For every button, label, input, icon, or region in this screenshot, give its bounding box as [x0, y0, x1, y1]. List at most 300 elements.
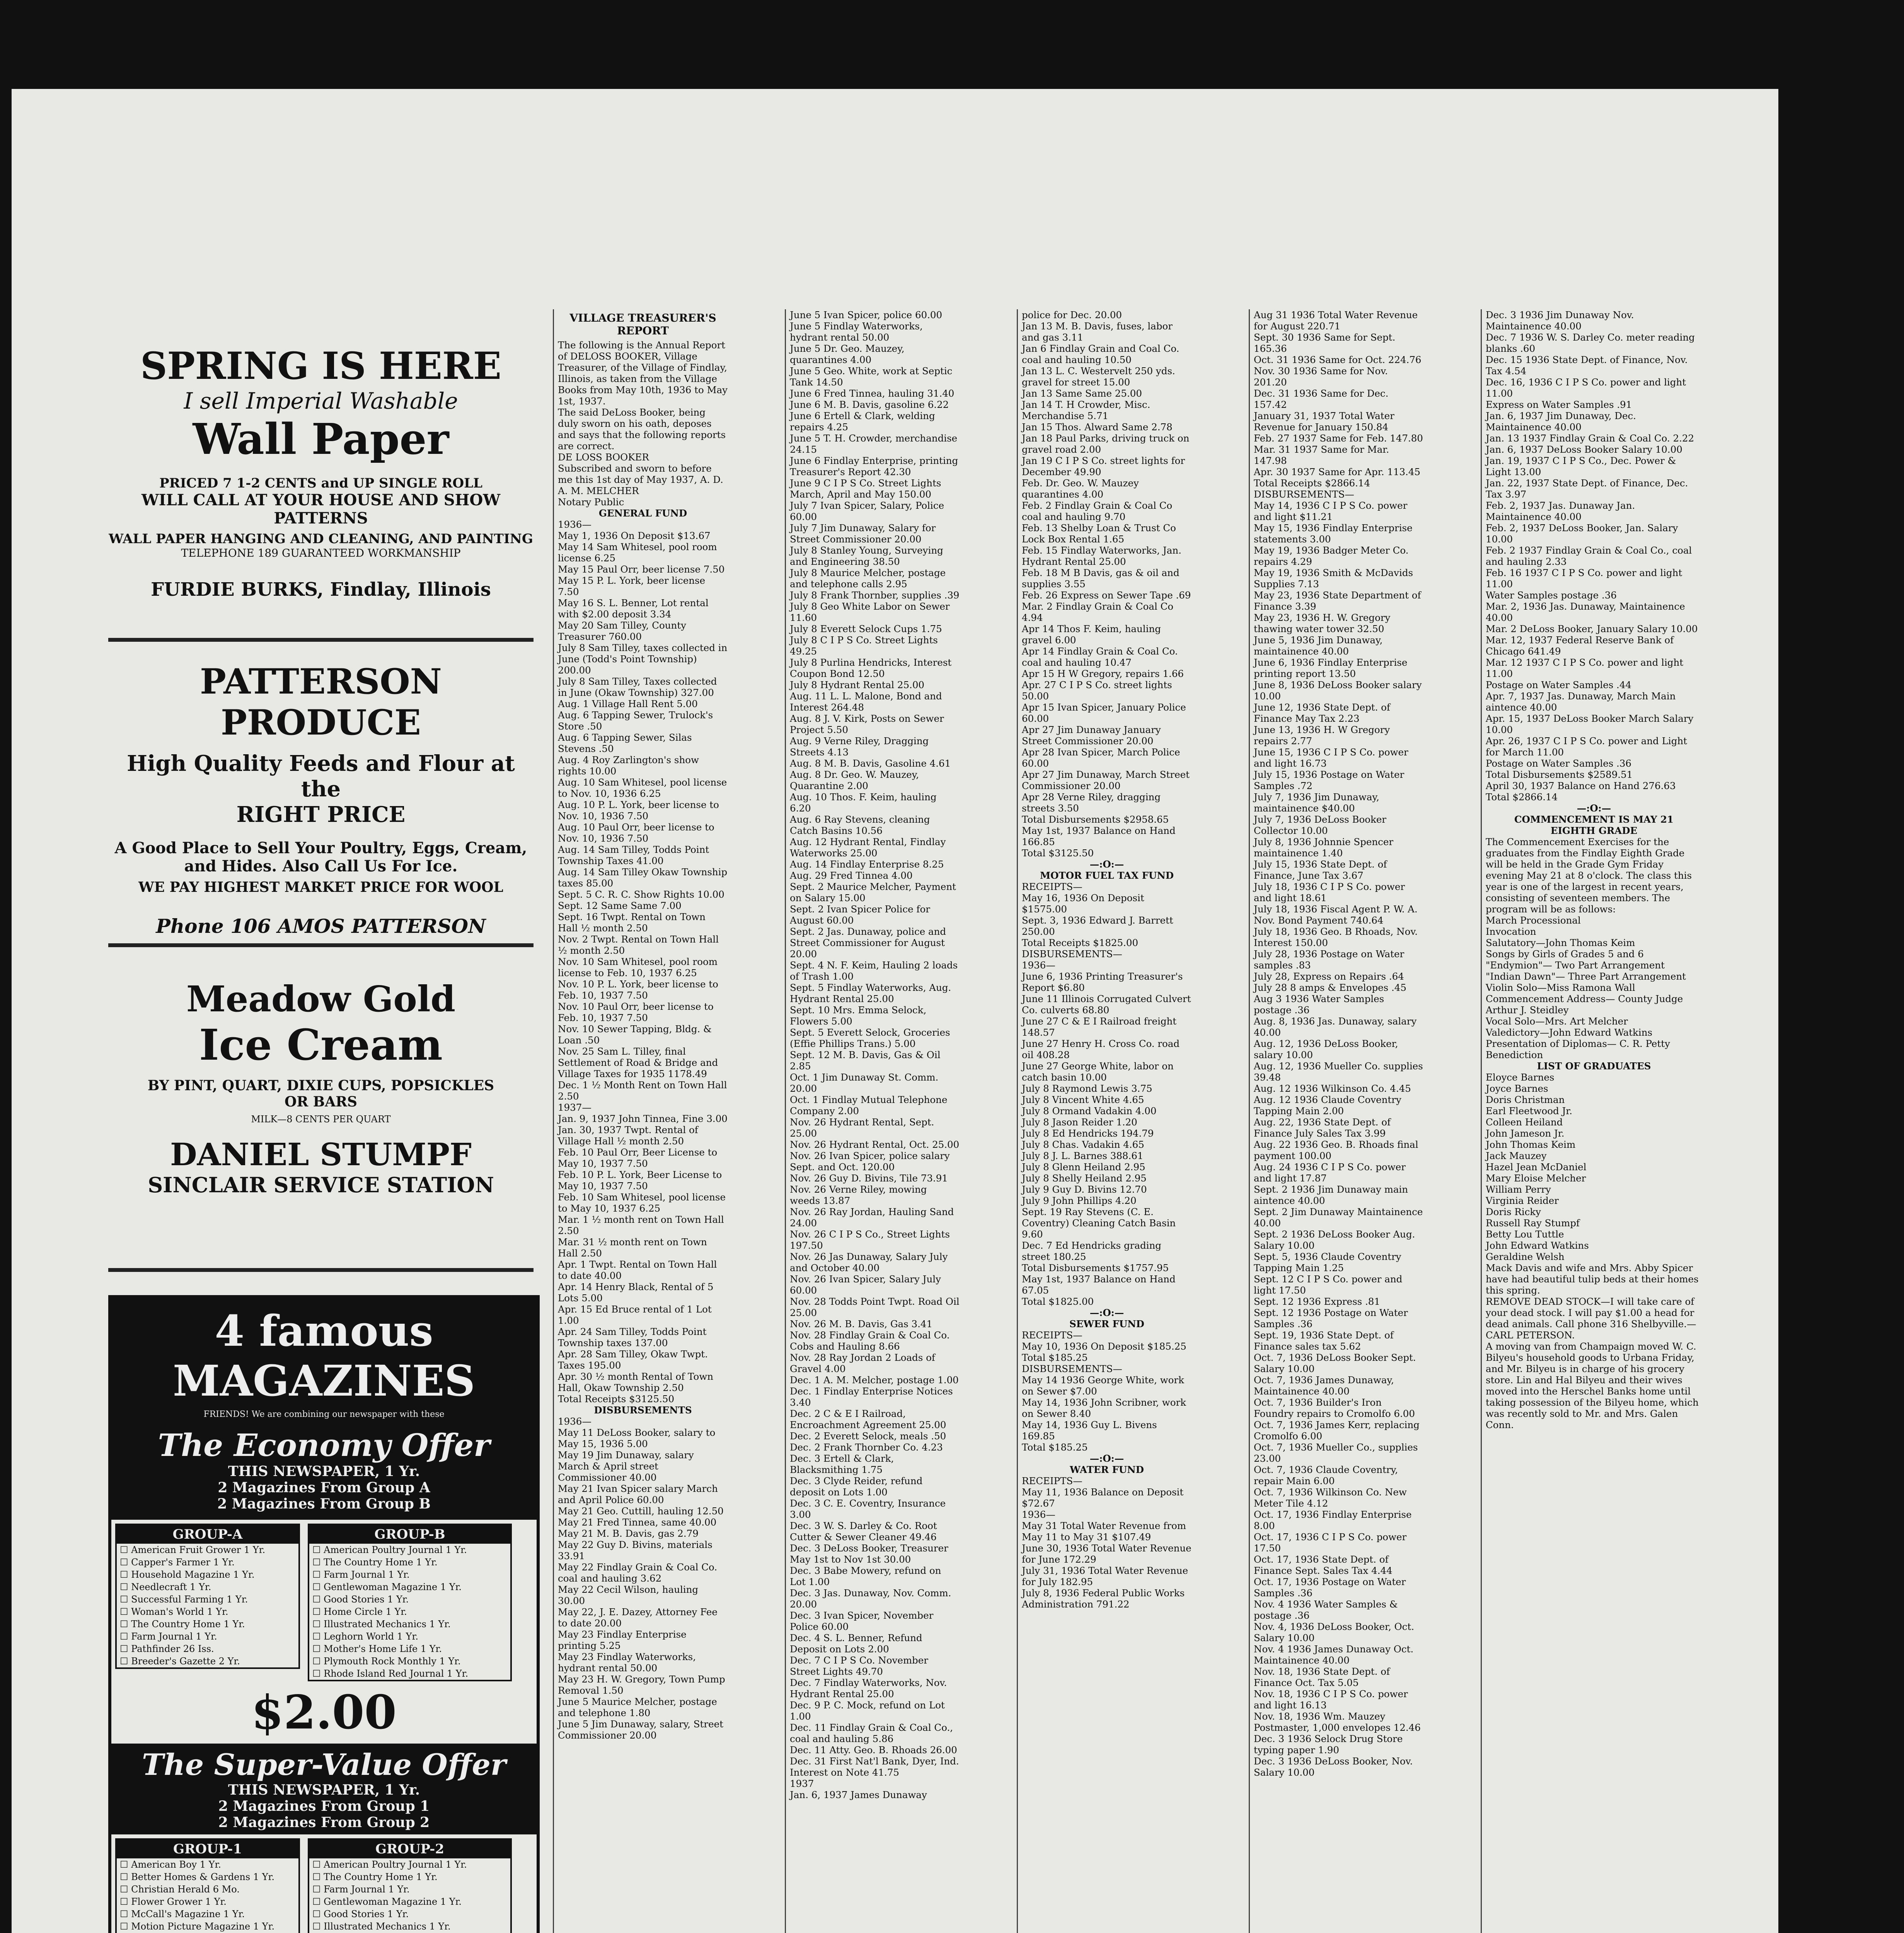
report-line: Oct. 17, 1936 C I P S Co. power 17.50: [1254, 1531, 1407, 1554]
checkbox-icon: ☐: [312, 1909, 324, 1919]
report-line: May 14 Sam Whitesel, pool room license 6.25: [558, 541, 717, 564]
magazine-name: Farm Journal 1 Yr.: [324, 1569, 410, 1580]
checkbox-icon: ☐: [312, 1569, 324, 1580]
report-line: Nov. 26 Ivan Spicer, police salary Sept. and Oct. 120.00: [790, 1150, 950, 1173]
magazine-header: [111, 1298, 537, 1520]
report-line: Feb. 16 1937 C I P S Co. power and light 11.00: [1486, 567, 1682, 590]
report-line: July 9 Guy D. Bivins 12.70: [1022, 1184, 1147, 1195]
report-line: Jan. 13 1937 Findlay Grain & Coal Co. 2.22: [1486, 433, 1694, 444]
report-line: Dec. 3 1936 DeLoss Booker, Nov. Salary 10.00: [1254, 1756, 1413, 1778]
report-line: DISBURSEMENTS—: [1022, 948, 1122, 960]
report-line: Total $1825.00: [1022, 1296, 1094, 1307]
report-line: —:O:—: [1577, 803, 1611, 814]
report-line: Nov. 26 Ray Jordan, Hauling Sand 24.00: [790, 1206, 954, 1229]
report-line: July 8 Purlina Hendricks, Interest Coupon Bond 12.50: [790, 657, 952, 679]
report-line: Dec. 4 S. L. Benner, Refund Deposit on Lots 2.00: [790, 1632, 922, 1655]
report-line: Oct. 7, 1936 Mueller Co., supplies 23.00: [1254, 1442, 1418, 1464]
magazine-offer-ad: [108, 1295, 540, 1933]
report-column-1: [553, 309, 728, 1933]
report-line: Total Receipts $2866.14: [1254, 477, 1370, 489]
report-line: Sept. 12 1936 Postage on Water Samples .36: [1254, 1307, 1408, 1330]
magazine-list-item: [117, 1871, 298, 1883]
report-line: Hazel Jean McDaniel: [1486, 1161, 1587, 1173]
report-line: Postage on Water Samples .44: [1486, 679, 1632, 690]
magazine-name: Household Magazine 1 Yr.: [131, 1569, 255, 1580]
report-line: Sept. 19 Ray Stevens (C. E. Coventry) Cleaning Catch Basin 9.60: [1022, 1206, 1176, 1240]
magazine-list-item: [309, 1871, 510, 1883]
wallpaper-ad-line: Wall Paper: [193, 414, 449, 464]
wallpaper-ad: [108, 329, 534, 642]
report-line: July 7, 1936 Jim Dunaway, maintainence $40.00: [1254, 791, 1379, 814]
report-line: Oct. 7, 1936 James Kerr, replacing Cromolfo 6.00: [1254, 1419, 1420, 1442]
report-line: July 8 Jason Reider 1.20: [1022, 1117, 1137, 1128]
report-line: Vocal Solo—Mrs. Art Melcher: [1486, 1016, 1628, 1027]
report-line: July 7, 1936 DeLoss Booker Collector 10.00: [1254, 814, 1387, 836]
report-line: 1936—: [558, 519, 591, 530]
wallpaper-ad-line: PRICED 7 1-2 CENTS and UP SINGLE ROLL: [159, 476, 482, 491]
magazine-name: Gentlewoman Magazine 1 Yr.: [324, 1582, 462, 1592]
report-line: July 8 Shelly Heiland 2.95: [1022, 1173, 1147, 1184]
report-line: Nov. 18, 1936 State Dept. of Finance Oct. Tax 5.05: [1254, 1666, 1390, 1688]
magazine-header-line: THIS NEWSPAPER, 1 Yr.: [228, 1463, 420, 1480]
report-line: June 12, 1936 State Dept. of Finance May Tax 2.23: [1254, 702, 1390, 724]
report-line: Nov. 26 M. B. Davis, Gas 3.41: [790, 1318, 933, 1330]
magazine-list-item: [309, 1858, 510, 1871]
report-line: Aug. 10 P. L. York, beer license to Nov. 10, 1936 7.50: [558, 799, 719, 822]
checkbox-icon: ☐: [120, 1896, 131, 1907]
report-line: Nov. 18, 1936 Wm. Mauzey Postmaster, 1,000 envelopes 12.46: [1254, 1711, 1421, 1733]
magazine-name: Home Circle 1 Yr.: [324, 1606, 407, 1617]
report-line: —:O:—: [1089, 1453, 1124, 1464]
report-line: Total Receipts $3125.50: [558, 1393, 675, 1405]
magazine-name: Illustrated Mechanics 1 Yr.: [324, 1921, 451, 1932]
report-line: Nov. 28 Findlay Grain & Coal Co. Cobs and Hauling 8.66: [790, 1330, 950, 1352]
checkbox-icon: ☐: [312, 1631, 324, 1642]
report-line: John Jameson Jr.: [1486, 1128, 1565, 1139]
report-line: Feb. 10 P. L. York, Beer License to May 10, 1937 7.50: [558, 1169, 722, 1192]
report-line: July 8 Chas. Vadakin 4.65: [1022, 1139, 1144, 1150]
report-line: Sept. 2 Ivan Spicer Police for August 60.00: [790, 903, 930, 926]
report-line: Apr 27 Jim Dunaway, March Street Commissioner 20.00: [1022, 769, 1190, 791]
report-line: Feb. 2, 1937 DeLoss Booker, Jan. Salary 10.00: [1486, 522, 1678, 545]
magazine-name: The Country Home 1 Yr.: [324, 1557, 438, 1568]
report-line: Total Receipts $1825.00: [1022, 937, 1139, 948]
checkbox-icon: ☐: [312, 1656, 324, 1667]
ice-cream-ad: [108, 955, 534, 1272]
checkbox-icon: ☐: [120, 1619, 131, 1630]
report-line: Water Samples postage .36: [1486, 590, 1617, 601]
report-line: Dec. 3 Clyde Reider, refund deposit on Lots 1.00: [790, 1475, 923, 1498]
newspaper-page: [12, 89, 1778, 1933]
report-line: Mar. 2, 1936 Jas. Dunaway, Maintainence 40.00: [1486, 601, 1685, 623]
report-line: Aug. 10 Thos. F. Keim, hauling 6.20: [790, 791, 937, 814]
magazine-name: Successful Farming 1 Yr.: [131, 1594, 248, 1605]
report-line: Postage on Water Samples .36: [1486, 758, 1632, 769]
report-line: May 23 Findlay Enterprise printing 5.25: [558, 1629, 687, 1651]
report-line: June 5 Jim Dunaway, salary, Street Commissioner 20.00: [558, 1718, 723, 1741]
report-line: SEWER FUND: [1069, 1318, 1144, 1330]
report-line: May 19, 1936 Smith & McDavids Supplies 7.13: [1254, 567, 1413, 590]
report-line: Nov. 10 P. L. York, beer license to Feb. 10, 1937 7.50: [558, 978, 718, 1001]
report-line: Dec. 31 1936 Same for Dec. 157.42: [1254, 388, 1389, 410]
report-line: Invocation: [1486, 926, 1536, 937]
report-line: Aug. 12 Hydrant Rental, Findlay Waterworks 25.00: [790, 836, 946, 859]
report-line: Apr 27 Jim Dunaway January Street Commissioner 20.00: [1022, 724, 1161, 747]
magazine-list-item: [117, 1895, 298, 1908]
report-line: Dec. 1 A. M. Melcher, postage 1.00: [790, 1374, 959, 1386]
checkbox-icon: ☐: [312, 1884, 324, 1895]
report-line: Nov. 10 Sam Whitesel, pool room license to Feb. 10, 1937 6.25: [558, 956, 718, 978]
magazine-name: American Boy 1 Yr.: [131, 1859, 221, 1870]
report-line: Dec. 3 Babe Mowery, refund on Lot 1.00: [790, 1565, 941, 1587]
checkbox-icon: ☐: [120, 1859, 131, 1870]
report-line: July 8 Raymond Lewis 3.75: [1022, 1083, 1152, 1094]
report-line: Total Disbursements $2958.65: [1022, 814, 1169, 825]
checkbox-icon: ☐: [120, 1569, 131, 1580]
report-line: Nov. 26 Jas Dunaway, Salary July and October 40.00: [790, 1251, 948, 1273]
produce-ad-line: PATTERSON PRODUCE: [200, 661, 442, 743]
report-column-3: [1017, 309, 1192, 1933]
report-line: Feb. 18 M B Davis, gas & oil and supplies 3.55: [1022, 567, 1180, 590]
report-line: Nov. 2 Twpt. Rental on Town Hall ½ month 2.50: [558, 934, 719, 956]
report-line: Oct. 17, 1936 Postage on Water Samples .36: [1254, 1576, 1406, 1599]
report-line: Nov. 10 Sewer Tapping, Bldg. & Loan .50: [558, 1023, 712, 1046]
report-line: Sept. 10 Mrs. Emma Selock, Flowers 5.00: [790, 1004, 927, 1027]
magazine-name: Mother's Home Life 1 Yr.: [324, 1643, 442, 1654]
report-line: Sept. 2 Jas. Dunaway, police and Street Commissioner for August 20.00: [790, 926, 946, 960]
wallpaper-ad-line: FURDIE BURKS, Findlay, Illinois: [151, 579, 491, 600]
report-line: Salutatory—John Thomas Keim: [1486, 937, 1635, 948]
report-line: Total Disbursements $2589.51: [1486, 769, 1633, 780]
report-line: July 18, 1936 C I P S Co. power and light 18.61: [1254, 881, 1405, 903]
report-line: Sept. 2 1936 Jim Dunaway main aintence 40.00: [1254, 1184, 1408, 1206]
magazine-group-title: GROUP-A: [117, 1525, 298, 1544]
report-line: 1936—: [1022, 1509, 1055, 1520]
magazine-header-line: The Economy Offer: [158, 1427, 490, 1463]
report-line: May 22 Guy D. Bivins, materials 33.91: [558, 1539, 713, 1561]
report-line: Sept. 30 1936 Same for Sept. 165.36: [1254, 332, 1396, 354]
report-line: Aug. 6 Ray Stevens, cleaning Catch Basins 10.56: [790, 814, 930, 836]
report-line: Nov. 25 Sam L. Tilley, final Settlement of Road & Bridge and Village Taxes for 1935 1178.49: [558, 1046, 718, 1079]
report-line: Mar. 31 ½ month rent on Town Hall 2.50: [558, 1236, 707, 1259]
report-line: June 6 Ertell & Clark, welding repairs 4.25: [790, 410, 935, 433]
report-line: June 9 C I P S Co. Street Lights March, April and May 150.00: [790, 477, 941, 500]
report-line: Aug. 8 J. V. Kirk, Posts on Sewer Project 5.50: [790, 713, 944, 735]
report-line: June 5 T. H. Crowder, merchandise 24.15: [790, 433, 958, 455]
report-line: Nov. 28 Ray Jordan 2 Loads of Gravel 4.00: [790, 1352, 935, 1374]
report-line: June 5 Dr. Geo. Mauzey, quarantines 4.00: [790, 343, 905, 365]
report-line: Dec. 1 Findlay Enterprise Notices 3.40: [790, 1386, 953, 1408]
report-line: Aug. 14 Sam Tilley Okaw Township taxes 85.00: [558, 866, 728, 889]
report-line: May 20 Sam Tilley, County Treasurer 760.00: [558, 620, 686, 642]
report-line: Nov. 4, 1936 DeLoss Booker, Oct. Salary 10.00: [1254, 1621, 1414, 1643]
magazine-group: [115, 1524, 300, 1669]
checkbox-icon: ☐: [120, 1656, 131, 1667]
report-line: Feb. 2 Findlay Grain & Coal Co coal and hauling 9.70: [1022, 500, 1173, 522]
report-line: Dec. 3 Ertell & Clark, Blacksmithing 1.75: [790, 1453, 894, 1475]
report-line: Nov. 18, 1936 C I P S Co. power and light 16.13: [1254, 1688, 1408, 1711]
report-line: Total $2866.14: [1486, 791, 1558, 803]
economy-price: $2.00: [251, 1685, 397, 1740]
magazine-list-item: [309, 1895, 510, 1908]
report-line: Aug. 1 Village Hall Rent 5.00: [558, 698, 698, 709]
checkbox-icon: ☐: [120, 1594, 131, 1605]
report-line: May 23, 1936 State Department of Finance 3.39: [1254, 590, 1421, 612]
report-line: Feb. 10 Sam Whitesel, pool license to May 10, 1937 6.25: [558, 1192, 726, 1214]
checkbox-icon: ☐: [120, 1643, 131, 1654]
report-line: Total $3125.50: [1022, 847, 1094, 859]
report-line: Total $185.25: [1022, 1352, 1088, 1363]
report-line: Aug. 8, 1936 Jas. Dunaway, salary 40.00: [1254, 1016, 1417, 1038]
report-line: Jan 18 Paul Parks, driving truck on gravel road 2.00: [1022, 433, 1190, 455]
report-line: May 22 Findlay Grain & Coal Co. coal and hauling 3.62: [558, 1561, 718, 1584]
magazine-name: American Poultry Journal 1 Yr.: [324, 1544, 467, 1555]
report-line: July 8 Glenn Heiland 2.95: [1022, 1161, 1145, 1173]
report-line: July 8 Hydrant Rental 25.00: [790, 679, 925, 690]
report-line: Apr. 15, 1937 DeLoss Booker March Salary 10.00: [1486, 713, 1694, 735]
magazine-list-item: [309, 1643, 510, 1655]
report-line: July 8, 1936 Federal Public Works Administration 791.22: [1022, 1587, 1185, 1610]
report-line: Valedictory—John Edward Watkins: [1486, 1027, 1653, 1038]
report-line: June 6 Findlay Enterprise, printing Treasurer's Report 42.30: [790, 455, 958, 477]
checkbox-icon: ☐: [312, 1921, 324, 1932]
report-line: A. M. MELCHER: [558, 485, 639, 496]
magazine-list-item: [309, 1920, 510, 1933]
report-line: Jan. 9, 1937 John Tinnea, Fine 3.00: [558, 1113, 728, 1124]
report-line: Sept. 12 C I P S Co. power and light 17.50: [1254, 1273, 1403, 1296]
report-line: May 22, J. E. Dazey, Attorney Fee to date 20.00: [558, 1606, 718, 1629]
magazine-name: Pathfinder 26 Iss.: [131, 1643, 214, 1654]
report-line: May 1, 1936 On Deposit $13.67: [558, 530, 711, 541]
report-line: LIST OF GRADUATES: [1537, 1060, 1651, 1072]
report-line: Nov. 10 Paul Orr, beer license to Feb. 10, 1937 7.50: [558, 1001, 714, 1023]
magazine-name: Leghorn World 1 Yr.: [324, 1631, 418, 1642]
report-line: Apr. 1 Twpt. Rental on Town Hall to date 40.00: [558, 1259, 717, 1281]
report-line: July 7 Jim Dunaway, Salary for Street Commissioner 20.00: [790, 522, 936, 545]
report-line: Aug 3 1936 Water Samples postage .36: [1254, 993, 1384, 1016]
report-line: RECEIPTS—: [1022, 1330, 1082, 1341]
magazine-list-item: [117, 1883, 298, 1895]
magazine-name: American Poultry Journal 1 Yr.: [324, 1859, 467, 1870]
report-line: Dec. 3 DeLoss Booker, Treasurer May 1st to Nov 1st 30.00: [790, 1543, 948, 1565]
report-line: John Thomas Keim: [1486, 1139, 1576, 1150]
report-line: May 21 M. B. Davis, gas 2.79: [558, 1528, 699, 1539]
report-line: Apr 14 Thos F. Keim, hauling gravel 6.00: [1022, 623, 1161, 646]
report-line: July 8 Geo White Labor on Sewer 11.60: [790, 601, 950, 623]
report-line: Feb. 2, 1937 Jas. Dunaway Jan. Maintainence 40.00: [1486, 500, 1635, 522]
report-line: May 23, 1936 H. W. Gregory thawing water tower 32.50: [1254, 612, 1391, 634]
report-line: June 8, 1936 DeLoss Booker salary 10.00: [1254, 679, 1422, 702]
report-line: Nov. 26 Verne Riley, mowing weeds 13.87: [790, 1184, 927, 1206]
magazine-name: McCall's Magazine 1 Yr.: [131, 1909, 245, 1919]
magazine-list-item: [117, 1556, 298, 1568]
report-column-2: [785, 309, 960, 1933]
report-line: July 8 Sam Tilley, taxes collected in June (Todd's Point Township) 200.00: [558, 642, 728, 676]
report-line: May 14 1936 George White, work on Sewer $7.00: [1022, 1374, 1184, 1397]
report-line: Aug. 22 1936 Geo. B. Rhoads final payment 100.00: [1254, 1139, 1418, 1161]
report-line: DISBURSEMENTS: [594, 1405, 692, 1416]
report-line: May 16, 1936 On Deposit $1575.00: [1022, 892, 1144, 915]
report-line: Betty Lou Tuttle: [1486, 1229, 1564, 1240]
magazine-name: Illustrated Mechanics 1 Yr.: [324, 1619, 451, 1630]
report-line: May 15, 1936 Findlay Enterprise statements 3.00: [1254, 522, 1413, 545]
report-line: June 13, 1936 H. W Gregory repairs 2.77: [1254, 724, 1390, 747]
report-line: July 18, 1936 Fiscal Agent P. W. A. Nov. Bond Payment 740.64: [1254, 903, 1418, 926]
magazine-group-title: GROUP-1: [117, 1840, 298, 1858]
report-line: Benediction: [1486, 1049, 1543, 1060]
report-line: Jack Mauzey: [1486, 1150, 1547, 1161]
report-line: June 5 Maurice Melcher, postage and telephone 1.80: [558, 1696, 717, 1718]
checkbox-icon: ☐: [120, 1544, 131, 1555]
report-line: Jan 13 Same Same 25.00: [1022, 388, 1142, 399]
magazine-list-item: [117, 1655, 298, 1667]
report-line: 1936—: [558, 1416, 591, 1427]
report-line: May 21 Fred Tinnea, same 40.00: [558, 1517, 717, 1528]
report-line: Feb. 2 1937 Findlay Grain & Coal Co., coal and hauling 2.33: [1486, 545, 1692, 567]
checkbox-icon: ☐: [120, 1921, 131, 1932]
report-line: Total $185.25: [1022, 1442, 1088, 1453]
magazine-list-item: [117, 1858, 298, 1871]
report-line: Express on Water Samples .91: [1486, 399, 1632, 410]
report-line: EIGHTH GRADE: [1550, 825, 1638, 836]
report-line: Apr 28 Ivan Spicer, March Police 60.00: [1022, 747, 1180, 769]
magazine-name: Good Stories 1 Yr.: [324, 1594, 409, 1605]
report-line: July 8 Ed Hendricks 194.79: [1022, 1128, 1154, 1139]
report-column-4: [1249, 309, 1424, 1933]
report-line: July 9 John Phillips 4.20: [1022, 1195, 1137, 1206]
report-line: Oct. 7, 1936 Wilkinson Co. New Meter Tile 4.12: [1254, 1486, 1407, 1509]
report-line: Apr. 30 1937 Same for Apr. 113.45: [1254, 466, 1420, 477]
magazine-list-item: [309, 1655, 510, 1667]
report-line: Dec. 7 Ed Hendricks grading street 180.25: [1022, 1240, 1161, 1262]
report-line: Subscribed and sworn to before me this 1st day of May 1937, A. D.: [558, 463, 723, 485]
report-line: Dec. 2 Frank Thornber Co. 4.23: [790, 1442, 943, 1453]
report-line: May 22 Cecil Wilson, hauling 30.00: [558, 1584, 699, 1606]
produce-ad-line: RIGHT PRICE: [236, 802, 406, 827]
magazine-list-item: [309, 1908, 510, 1920]
report-line: Aug. 10 Sam Whitesel, pool license to Nov. 10, 1936 6.25: [558, 777, 727, 799]
report-line: Colleen Heiland: [1486, 1117, 1563, 1128]
report-line: Jan 14 T. H Crowder, Misc. Merchandise 5.71: [1022, 399, 1151, 421]
report-line: Geraldine Welsh: [1486, 1251, 1565, 1262]
wallpaper-ad-line: WALL PAPER HANGING AND CLEANING, AND PAINTING: [109, 531, 533, 547]
report-line: July 15, 1936 Postage on Water Samples .72: [1254, 769, 1405, 791]
report-line: Nov. 26 Guy D. Bivins, Tile 73.91: [790, 1173, 948, 1184]
report-line: RECEIPTS—: [1022, 1475, 1082, 1486]
produce-ad-line: High Quality Feeds and Flour at the: [127, 751, 515, 802]
produce-ad: [108, 646, 534, 947]
report-line: Doris Christman: [1486, 1094, 1565, 1105]
report-line: Jan. 19, 1937 C I P S Co., Dec. Power & Light 13.00: [1486, 455, 1676, 477]
magazine-header-line: FRIENDS! We are combining our newspaper with these: [203, 1410, 445, 1419]
report-line: DISBURSEMENTS—: [1022, 1363, 1122, 1374]
magazine-header-line: 4 famous MAGAZINES: [173, 1306, 475, 1406]
icecream-ad-line: Meadow Gold: [186, 978, 456, 1020]
report-line: Jan 15 Thos. Alward Same 2.78: [1022, 421, 1173, 433]
checkbox-icon: ☐: [312, 1896, 324, 1907]
magazine-name: The Country Home 1 Yr.: [324, 1872, 438, 1882]
report-line: June 27 Henry H. Cross Co. road oil 408.28: [1022, 1038, 1180, 1060]
advertisement-column: [108, 309, 537, 1933]
report-line: Oct. 1 Jim Dunaway St. Comm. 20.00: [790, 1072, 939, 1094]
report-line: Dec. 2 Everett Selock, meals .50: [790, 1430, 946, 1442]
wallpaper-ad-line: I sell Imperial Washable: [184, 388, 458, 414]
report-line: Nov. 26 C I P S Co., Street Lights 197.50: [790, 1229, 950, 1251]
report-line: Apr 15 H W Gregory, repairs 1.66: [1022, 668, 1184, 679]
icecream-ad-line: MILK—8 CENTS PER QUART: [251, 1114, 391, 1125]
report-line: May 15 Paul Orr, beer license 7.50: [558, 564, 725, 575]
report-line: Mar. 1 ½ month rent on Town Hall 2.50: [558, 1214, 724, 1236]
magazine-header-line: 2 Magazines From Group A: [218, 1480, 430, 1496]
report-line: Mar. 12 1937 C I P S Co. power and light 11.00: [1486, 657, 1684, 679]
report-line: June 5, 1936 Jim Dunaway, maintainence 40.00: [1254, 634, 1383, 657]
report-line: Dec. 2 C & E I Railroad, Encroachment Agreement 25.00: [790, 1408, 946, 1430]
report-line: July 28, 1936 Postage on Water samples .83: [1254, 948, 1405, 971]
report-line: Commencement Address— County Judge Arthur J. Steidley: [1486, 993, 1683, 1016]
economy-groups: [111, 1520, 537, 1685]
magazine-list-item: [117, 1630, 298, 1643]
report-line: Aug. 8 M. B. Davis, Gasoline 4.61: [790, 758, 951, 769]
report-line: May 14, 1936 Guy L. Bivens 169.85: [1022, 1419, 1157, 1442]
report-line: July 8 C I P S Co. Street Lights 49.25: [790, 634, 938, 657]
report-line: John Edward Watkins: [1486, 1240, 1589, 1251]
checkbox-icon: ☐: [312, 1619, 324, 1630]
report-line: June 5 Geo. White, work at Septic Tank 14.50: [790, 365, 953, 388]
report-line: Jan 6 Findlay Grain and Coal Co. coal and hauling 10.50: [1022, 343, 1180, 365]
report-line: Aug. 22, 1936 State Dept. of Finance July Sales Tax 3.99: [1254, 1117, 1391, 1139]
magazine-header-line: 2 Magazines From Group B: [217, 1496, 431, 1512]
report-line: Nov. 26 Hydrant Rental, Oct. 25.00: [790, 1139, 960, 1150]
report-line: Sept. 12 M. B. Davis, Gas & Oil 2.85: [790, 1049, 941, 1072]
checkbox-icon: ☐: [120, 1631, 131, 1642]
report-line: Feb. Dr. Geo. W. Mauzey quarantines 4.00: [1022, 477, 1139, 500]
report-line: May 16 S. L. Benner, Lot rental with $2.00 deposit 3.34: [558, 597, 709, 620]
report-line: Oct. 7, 1936 Builder's Iron Foundry repairs to Cromolfo 6.00: [1254, 1397, 1415, 1419]
report-line: Sept. 19, 1936 State Dept. of Finance sales tax 5.62: [1254, 1330, 1394, 1352]
report-line: May 1st, 1937 Balance on Hand 166.85: [1022, 825, 1176, 847]
report-line: Feb. 26 Express on Sewer Tape .69: [1022, 590, 1191, 601]
checkbox-icon: ☐: [312, 1872, 324, 1882]
report-line: The said DeLoss Booker, being duly sworn on his oath, deposes and says that the following reports are correct.: [558, 407, 726, 452]
report-line: June 11 Illinois Corrugated Culvert Co. culverts 68.80: [1022, 993, 1191, 1016]
magazine-list-item: [309, 1593, 510, 1606]
report-line: July 15, 1936 State Dept. of Finance, June Tax 3.67: [1254, 859, 1387, 881]
checkbox-icon: ☐: [312, 1668, 324, 1679]
magazine-name: Flower Grower 1 Yr.: [131, 1896, 227, 1907]
report-line: Dec. 1 ½ Month Rent on Town Hall 2.50: [558, 1079, 727, 1102]
report-line: Aug. 11 L. L. Malone, Bond and Interest 264.48: [790, 690, 942, 713]
report-line: Aug. 8 Dr. Geo. W. Mauzey, Quarantine 2.00: [790, 769, 919, 791]
report-line: Dec. 7 1936 W. S. Darley Co. meter reading blanks .60: [1486, 332, 1695, 354]
report-line: Apr. 15 Ed Bruce rental of 1 Lot 1.00: [558, 1304, 712, 1326]
report-line: Dec. 3 1936 Selock Drug Store typing paper 1.90: [1254, 1733, 1403, 1756]
report-line: Sept. 12 Same Same 7.00: [558, 900, 682, 911]
magazine-group: [308, 1838, 512, 1933]
super-value-groups: [111, 1834, 537, 1933]
report-line: July 8 Everett Selock Cups 1.75: [790, 623, 942, 634]
report-line: Sept. 5 C. R. C. Show Rights 10.00: [558, 889, 724, 900]
magazine-list-item: [309, 1606, 510, 1618]
report-line: Sept. 12 1936 Express .81: [1254, 1296, 1380, 1307]
report-line: July 8 Vincent White 4.65: [1022, 1094, 1144, 1105]
magazine-group: [115, 1838, 300, 1933]
report-line: Jan 13 L. C. Westervelt 250 yds. gravel for street 15.00: [1022, 365, 1175, 388]
report-line: Apr 28 Verne Riley, dragging streets 3.50: [1022, 791, 1161, 814]
report-line: Mar. 2 Findlay Grain & Coal Co 4.94: [1022, 601, 1174, 623]
report-line: May 1st, 1937 Balance on Hand 67.05: [1022, 1273, 1176, 1296]
produce-ad-line: A Good Place to Sell Your Poultry, Eggs, Cream,: [114, 839, 527, 857]
report-line: May 21 Ivan Spicer salary March and April Police 60.00: [558, 1483, 718, 1505]
